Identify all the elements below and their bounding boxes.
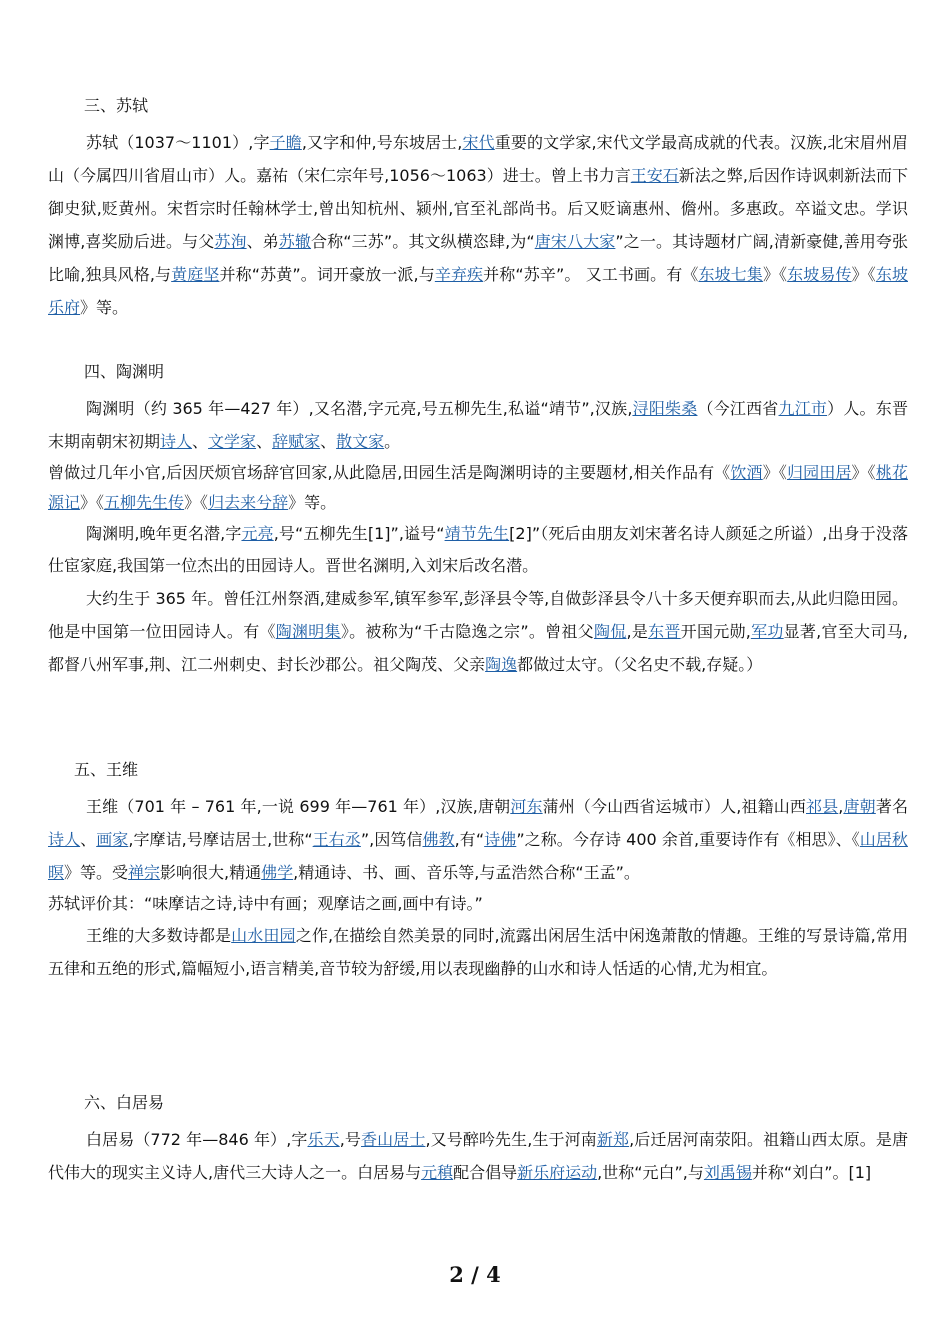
text-run: ,字摩诘,号摩诘居士,世称“ (128, 830, 313, 849)
text-run: ,世称“元白”,与 (597, 1163, 704, 1182)
term-link[interactable]: 祁县 (806, 797, 839, 816)
term-link[interactable]: 饮酒 (730, 463, 763, 482)
text-run: ,号“五柳先生[1]”,谥号“ (273, 524, 445, 543)
text-run: ,又字和仲,号东坡居士, (301, 133, 463, 152)
text-run: 》《 (762, 265, 788, 284)
text-run: 苏轼评价其：“味摩诘之诗,诗中有画；观摩诘之画,画中有诗。” (48, 894, 483, 913)
text-run: ”,因笃信 (360, 830, 423, 849)
text-run: ,有“ (454, 830, 485, 849)
term-link[interactable]: 黄庭坚 (171, 265, 220, 284)
term-link[interactable]: 陶侃 (593, 622, 627, 641)
section-bai-juyi (48, 1091, 908, 1189)
term-link[interactable]: 东坡乐府 (48, 265, 908, 317)
term-link[interactable]: 王右丞 (312, 830, 361, 849)
term-link[interactable]: 元亮 (241, 524, 274, 543)
page-number: 2 / 4 (449, 1262, 501, 1287)
text-run: 大约生于 365 年。曾任江州祭酒,建威参军,镇军参军,彭泽县令等,自做彭泽县令八十多天便弃职而去,从此归隐田园。他是中国第一位田园诗人。有《 (48, 589, 908, 641)
text-run: 蒲州（今山西省运城市）人,祖籍山西 (542, 797, 807, 816)
text-run: 陶渊明（约 365 年—427 年）,又名潜,字元亮,号五柳先生,私谥“靖节”,汉族, (86, 399, 633, 418)
section-tao-yuanming (48, 360, 908, 681)
text-run: ”之一。其诗题材广阔,清新豪健,善用夸张比喻,独具风格,与 (48, 232, 908, 284)
term-link[interactable]: 新郑 (596, 1130, 630, 1149)
term-link[interactable]: 宋代 (462, 133, 495, 152)
text-run: ,是 (626, 622, 649, 641)
term-link[interactable]: 军功 (750, 622, 784, 641)
text-run: （今江西省 (697, 399, 779, 418)
term-link[interactable]: 辞赋家 (272, 432, 321, 451)
term-link[interactable]: 桃花源记 (48, 463, 908, 512)
text-run: 配合倡导 (453, 1163, 518, 1182)
paragraph (48, 889, 908, 919)
term-link[interactable]: 文学家 (208, 432, 257, 451)
text-run: 陶渊明,晚年更名潜,字 (86, 524, 242, 543)
text-run: 合称“三苏”。其文纵横恣肆,为“ (311, 232, 535, 251)
term-link[interactable]: 诗人 (160, 432, 193, 451)
text-run: ）人。东晋末期南朝宋初期 (48, 399, 908, 451)
text-run: 》等。 (80, 298, 129, 317)
text-run: 》《 (851, 463, 876, 482)
paragraph (48, 392, 908, 458)
paragraph (48, 126, 908, 324)
term-link[interactable]: 乐天 (307, 1130, 340, 1149)
term-link[interactable]: 苏辙 (278, 232, 312, 251)
text-run: 》等。 (288, 493, 337, 512)
term-link[interactable]: 画家 (96, 830, 129, 849)
text-run: 、 (256, 432, 273, 451)
section-wang-wei (48, 758, 908, 985)
text-run: 》等。受 (64, 863, 129, 882)
text-run: 新法之弊,后因作诗讽刺新法而下御史狱,贬黄州。宋哲宗时任翰林学士,曾出知杭州、颍州,官至礼部尚书。后又贬谪惠州、儋州。多惠政。卒谥文忠。学识渊博,喜奖励后进。与父 (48, 166, 908, 251)
term-link[interactable]: 苏洵 (214, 232, 247, 251)
term-link[interactable]: 王安石 (630, 166, 679, 185)
text-run: 、 (320, 432, 337, 451)
text-run: 都做过太守。（父名史不载,存疑。） (517, 655, 763, 674)
term-link[interactable]: 陶渊明集 (275, 622, 341, 641)
text-run: 著名 (875, 797, 908, 816)
term-link[interactable]: 唐朝 (843, 797, 876, 816)
term-link[interactable]: 归园田居 (786, 463, 852, 482)
paragraph (48, 1123, 908, 1189)
term-link[interactable]: 刘禹锡 (703, 1163, 752, 1182)
text-run: ”之称。今存诗 400 余首,重要诗作有《相思》、《 (516, 830, 860, 849)
paragraph (48, 582, 908, 681)
term-link[interactable]: 佛教 (422, 830, 455, 849)
text-run: 》《 (851, 265, 876, 284)
section-heading: 四、陶渊明 (84, 362, 165, 381)
text-run: ,号 (339, 1130, 362, 1149)
text-run: 之作,在描绘自然美景的同时,流露出闲居生活中闲逸萧散的情趣。王维的写景诗篇,常用五律和五绝的形式,篇幅短小,语言精美,音节较为舒缓,用以表现幽静的山水和诗人恬适的心情,尤为相宜。 (48, 926, 908, 978)
text-run: 并称“苏辛”。 又工书画。有《 (483, 265, 699, 284)
term-link[interactable]: 散文家 (336, 432, 385, 451)
text-run: 重要的文学家,宋代文学最高成就的代表。汉族,北宋眉州眉山（今属四川省眉山市）人。嘉祐（宋仁宗年号,1056～1063）进士。曾上书力言 (48, 133, 908, 185)
section-heading: 六、白居易 (84, 1093, 165, 1112)
text-run: 、 (80, 830, 97, 849)
text-run: ,后迁居河南荥阳。祖籍山西太原。是唐代伟大的现实主义诗人,唐代三大诗人之一。白居易与 (48, 1130, 908, 1182)
text-run: 》。被称为“千古隐逸之宗”。曾祖父 (340, 622, 594, 641)
term-link[interactable]: 浔阳柴桑 (632, 399, 698, 418)
text-run: 》《 (762, 463, 787, 482)
term-link[interactable]: 东坡易传 (787, 265, 852, 284)
text-run: 开国元勋, (680, 622, 751, 641)
paragraph (48, 919, 908, 985)
text-run: , (838, 797, 844, 816)
text-run: 苏轼（1037～1101）,字 (86, 133, 270, 152)
term-link[interactable]: 东晋 (648, 622, 681, 641)
term-link[interactable]: 九江市 (778, 399, 828, 418)
paragraph (48, 458, 908, 518)
text-run: 王维（701 年 – 761 年,一说 699 年—761 年）,汉族,唐朝 (86, 797, 511, 816)
term-link[interactable]: 归去来兮辞 (208, 493, 289, 512)
text-run: 曾做过几年小官,后因厌烦官场辞官回家,从此隐居,田园生活是陶渊明诗的主要题材,相关作品有《 (48, 463, 731, 482)
text-run: 影响很大,精通 (160, 863, 262, 882)
text-run: 并称“苏黄”。词开豪放一派,与 (219, 265, 435, 284)
term-link[interactable]: 禅宗 (128, 863, 161, 882)
text-run: 》《 (80, 493, 105, 512)
paragraph (48, 790, 908, 889)
text-run: 、 (192, 432, 209, 451)
text-run: 王维的大多数诗都是 (86, 926, 232, 945)
text-run: 白居易（772 年—846 年）,字 (86, 1130, 308, 1149)
term-link[interactable]: 靖节先生 (444, 524, 510, 543)
term-link[interactable]: 诗佛 (484, 830, 517, 849)
text-run: 、弟 (246, 232, 279, 251)
term-link[interactable]: 山居秋暝 (48, 830, 908, 882)
term-link[interactable]: 唐宋八大家 (534, 232, 616, 251)
section-heading: 三、苏轼 (84, 96, 149, 115)
text-run: 并称“刘白”。[1] (751, 1163, 872, 1182)
text-run: ,又号醉吟先生,生于河南 (425, 1130, 597, 1149)
term-link[interactable]: 辛弃疾 (434, 265, 484, 284)
term-link[interactable]: 陶逸 (485, 655, 518, 674)
paragraph (48, 518, 908, 582)
text-run: [2]”（死后由朋友刘宋著名诗人颜延之所谥）,出身于没落仕宦家庭,我国第一位杰出的田园诗人。晋世名渊明,入刘宋后改名潜。 (48, 524, 908, 575)
term-link[interactable]: 元稹 (421, 1163, 454, 1182)
term-link[interactable]: 香山居士 (361, 1130, 426, 1149)
text-run: 显著,官至大司马,都督八州军事,荆、江二州刺史、封长沙郡公。祖父陶茂、父亲 (48, 622, 908, 674)
text-run: ,精通诗、书、画、音乐等,与孟浩然合称“王孟”。 (293, 863, 640, 882)
term-link[interactable]: 诗人 (48, 830, 81, 849)
term-link[interactable]: 山水田园 (231, 926, 296, 945)
term-link[interactable]: 子瞻 (269, 133, 302, 152)
section-heading: 五、王维 (74, 760, 139, 779)
section-su-shi (48, 94, 908, 324)
term-link[interactable]: 佛学 (261, 863, 294, 882)
term-link[interactable]: 新乐府运动 (517, 1163, 598, 1182)
text-run: 。 (384, 432, 401, 451)
term-link[interactable]: 河东 (510, 797, 543, 816)
term-link[interactable]: 东坡七集 (698, 265, 763, 284)
term-link[interactable]: 五柳先生传 (104, 493, 185, 512)
text-run: 》《 (184, 493, 209, 512)
